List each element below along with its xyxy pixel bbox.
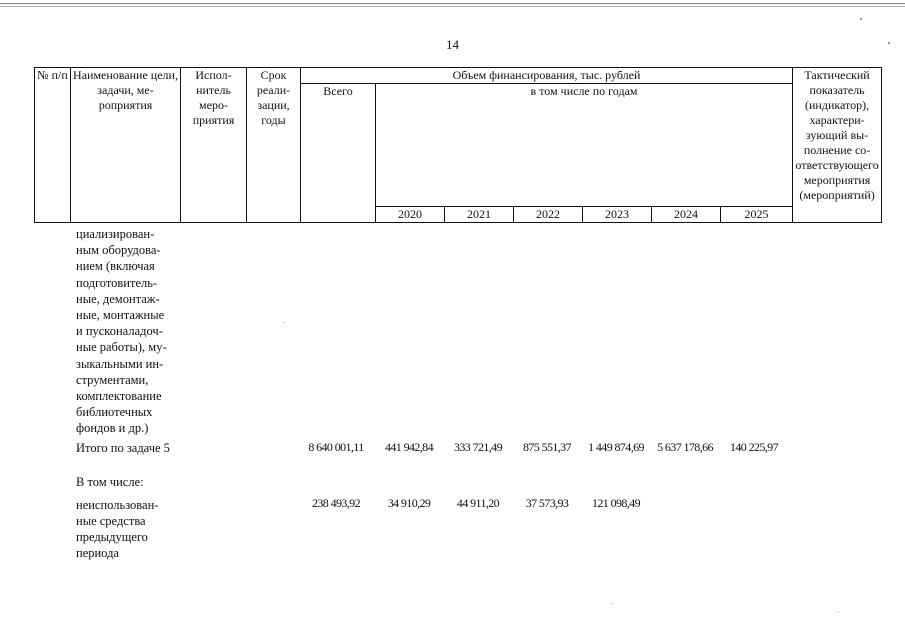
unused-label-line: периода [76,546,119,560]
top-rule-secondary [0,6,905,7]
total-row-label: Итого по задаче 5 [76,441,170,455]
header-year-2025: 2025 [721,207,793,223]
total-row-2024: 5 637 178,66 [657,440,713,454]
unused-label-line: ные средства [76,514,146,528]
unused-row-2022: 37 573,93 [525,496,569,510]
total-row-2022: 875 551,37 [522,440,571,454]
total-row-2020: 441 942,84 [384,440,433,454]
header-name: Наименование цели, задачи, мероприятия [71,68,181,223]
header-year-2024: 2024 [652,207,721,223]
description-line: нием (включая [76,259,155,274]
description-line: и пусконаладоч- [76,324,163,339]
unused-label-line: неиспользован- [76,498,159,512]
header-financing: Объем финансирования, тыс. рублей [301,68,793,84]
header-term: Срок реализации, годы [247,68,301,223]
unused-row-2023: 121 098,49 [591,496,640,510]
scan-speck [888,42,890,44]
description-line: комплектование [76,389,162,404]
header-indicator: Тактический показатель (индикатор), характеризующий выполнение соответствующего мероприятия (мероприятий) [793,68,882,223]
total-row-2023: 1 449 874,69 [588,440,644,454]
scan-speck [284,322,285,323]
measure-description-continuation [76,226,167,437]
unused-label-line: предыдущего [76,530,148,544]
unused-row-2021: 44 911,20 [456,496,500,510]
header-no: № п/п [35,68,71,223]
financing-table-header [34,67,882,223]
including-label: В том числе: [76,475,144,489]
description-line: струментами, [76,372,149,387]
description-line: ные, монтажные [76,308,165,323]
description-line: ные, демонтаж- [76,291,160,306]
header-total: Всего [301,84,376,223]
description-line: зыкальными ин- [76,356,164,371]
description-line: подготовитель- [76,275,158,290]
description-line: фондов и др.) [76,421,149,436]
total-row-all: 8 640 001,11 [308,440,364,454]
description-line: библиотечных [76,405,153,420]
top-rule [0,3,905,4]
unused-row-all: 238 493,92 [311,496,360,510]
description-line: ным оборудова- [76,243,161,258]
header-by-years: в том числе по годам [376,84,793,207]
total-row-2025: 140 225,97 [729,440,778,454]
description-line: циализирован- [76,227,155,241]
header-year-2022: 2022 [514,207,583,223]
scan-speck [860,18,862,20]
header-year-2021: 2021 [445,207,514,223]
total-row-2021: 333 721,49 [453,440,502,454]
description-line: ные работы), му- [76,340,167,355]
scan-speck [612,603,613,604]
unused-row-2020: 34 910,29 [387,496,431,510]
header-executor: Исполнитель мероприятия [181,68,247,223]
header-year-2020: 2020 [376,207,445,223]
scan-speck [838,611,839,612]
page-number: 14 [446,37,459,52]
header-year-2023: 2023 [583,207,652,223]
unused-funds-label [76,497,158,561]
